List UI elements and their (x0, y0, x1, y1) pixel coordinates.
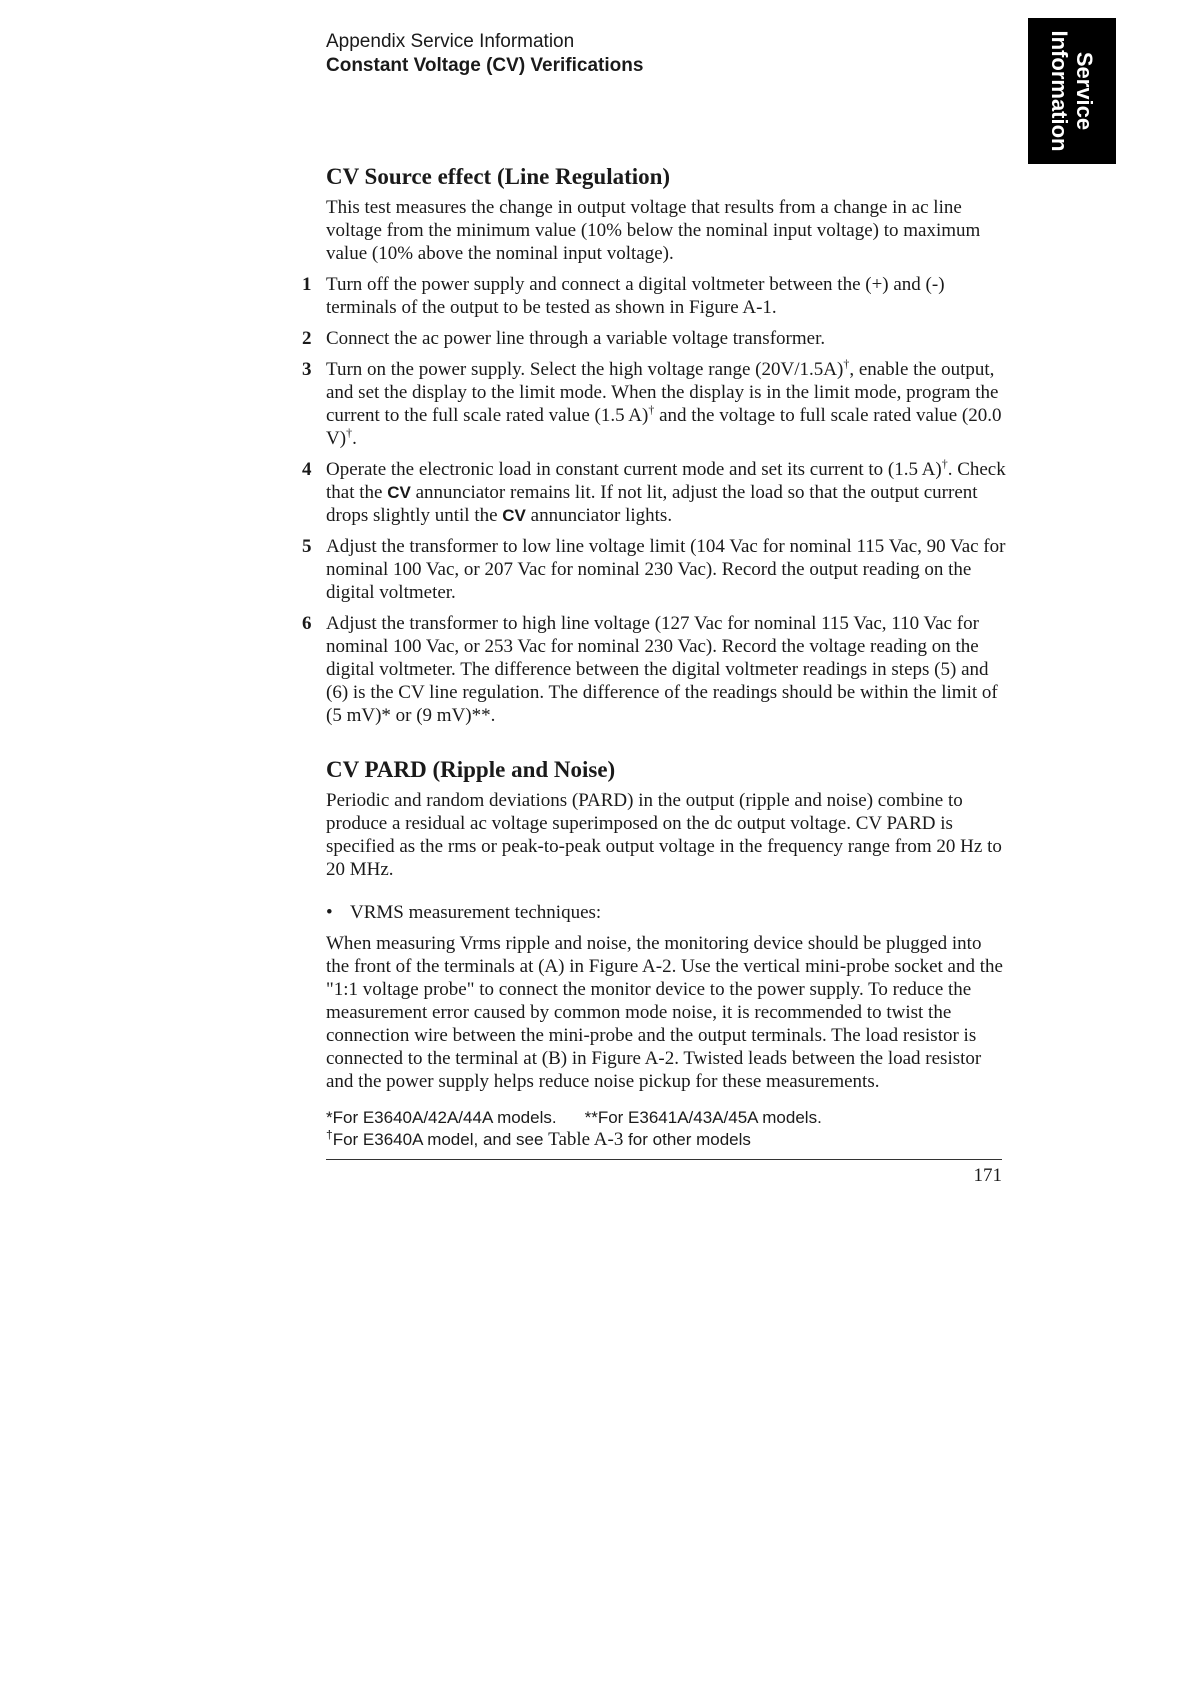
vrms-paragraph: When measuring Vrms ripple and noise, the monitoring device should be plugged into the front of the terminals at (A) in Figure A-2. Use the vertical mini-probe socket and the "1:1 voltage probe" to connect the monitor device to the power supply. To reduce the measurement error caused by common mode noise, it is recommended to twist the connection wire between the mini-probe and the output terminals. The load resistor is connected to the terminal at (B) in Figure A-2. Twisted leads between the load resistor and the power supply helps reduce noise pickup for these measurements. (326, 933, 1003, 1092)
step-number: 1 (302, 274, 312, 295)
bullet-text: VRMS measurement techniques: (350, 902, 602, 923)
dagger-mark: † (326, 1127, 333, 1142)
step-item (302, 612, 1006, 727)
dagger-mark: † (346, 425, 353, 440)
step-text: Adjust the transformer to high line voltage (127 Vac for nominal 115 Vac, 110 Vac for nominal 100 Vac, or 253 Vac for nominal 230 Vac). Record the voltage reading on the digital voltmeter. The difference between the digital voltmeter readings in steps (5) and (6) is the CV line regulation. The difference of the readings should be within the limit of (5 mV)* or (9 mV)**. (326, 613, 998, 726)
step-number: 2 (302, 328, 312, 349)
footnote-dagger (326, 1129, 1006, 1151)
step-text: annunciator remains lit. If not lit, adjust the load so that the output current drops slightly until the (326, 482, 978, 526)
header-section: Appendix Service Information (326, 31, 575, 52)
running-header (326, 30, 643, 78)
section-intro: Periodic and random deviations (PARD) in the output (ripple and noise) combine to produce a residual ac voltage superimposed on the dc output voltage. CV PARD is specified as the rms or peak-to-peak output voltage in the frequency range from 20 Hz to 20 MHz. (326, 790, 1002, 880)
footnote-models (326, 1107, 1006, 1129)
step-item (302, 456, 1006, 527)
bullet-icon: • (326, 902, 333, 923)
section-heading-pard: CV PARD (Ripple and Noise) (326, 757, 616, 782)
section-heading-line-regulation: CV Source effect (Line Regulation) (326, 164, 671, 189)
header-title: Constant Voltage (CV) Verifications (326, 55, 644, 76)
step-text: . Check that the (326, 459, 1006, 503)
step-text: . (352, 428, 357, 449)
step-text: , enable the output, and set the display to the limit mode. When the display is in the limit mode, program the current to the full scale rated value (1.5 A) (326, 359, 999, 426)
side-tab-label (1047, 18, 1097, 164)
step-text: Connect the ac power line through a variable voltage transformer. (326, 328, 826, 349)
step-text: Turn on the power supply. Select the high voltage range (20V/1.5A) (326, 359, 844, 380)
page-number: 171 (973, 1165, 1002, 1186)
step-number: 3 (302, 359, 312, 380)
dagger-mark: † (941, 456, 948, 471)
side-tab (1028, 18, 1116, 164)
step-item (302, 356, 1006, 450)
dagger-mark: † (648, 402, 655, 417)
step-text: annunciator lights. (525, 505, 673, 526)
step-text: Operate the electronic load in constant current mode and set its current to (1.5 A) (326, 459, 942, 480)
cv-annunciator-label: CV (387, 483, 411, 502)
side-tab-line2: Information (1047, 30, 1072, 152)
step-item (302, 327, 1006, 350)
step-number: 6 (302, 613, 312, 634)
step-text: Turn off the power supply and connect a digital voltmeter between the (+) and (-) terminals of the output to be tested as shown in Figure A-1. (326, 274, 945, 318)
dagger-mark: † (843, 356, 850, 371)
step-number: 5 (302, 536, 312, 557)
cv-annunciator-label: CV (502, 506, 526, 525)
bullet-item (326, 901, 1006, 924)
section-intro: This test measures the change in output voltage that results from a change in ac line voltage from the minimum value (10% below the nominal input voltage) to maximum value (10% above the nominal input voltage). (326, 197, 981, 264)
step-number: 4 (302, 459, 312, 480)
section-pard (326, 755, 1006, 1093)
footnote-single-star: *For E3640A/42A/44A models. (326, 1108, 557, 1127)
footnote-text: For E3640A model, and see (332, 1130, 549, 1149)
side-tab-line1: Service (1072, 51, 1097, 131)
procedure-steps (302, 273, 1006, 727)
footer-divider (326, 1159, 1002, 1160)
footnote-double-star: **For E3641A/43A/45A models. (584, 1108, 822, 1127)
step-item (302, 273, 1006, 319)
footnotes (326, 1107, 1006, 1151)
table-reference: Table A-3 (548, 1129, 624, 1150)
step-text: and the voltage to full scale rated value (20.0 V) (326, 405, 1002, 449)
footnote-text: for other models (623, 1130, 751, 1149)
step-item (302, 535, 1006, 604)
page-content (302, 162, 1006, 1188)
step-text: Adjust the transformer to low line voltage limit (104 Vac for nominal 115 Vac, 90 Vac for nominal 100 Vac, or 207 Vac for nominal 230 Vac). Record the output reading on the digital voltmeter. (326, 536, 1006, 603)
